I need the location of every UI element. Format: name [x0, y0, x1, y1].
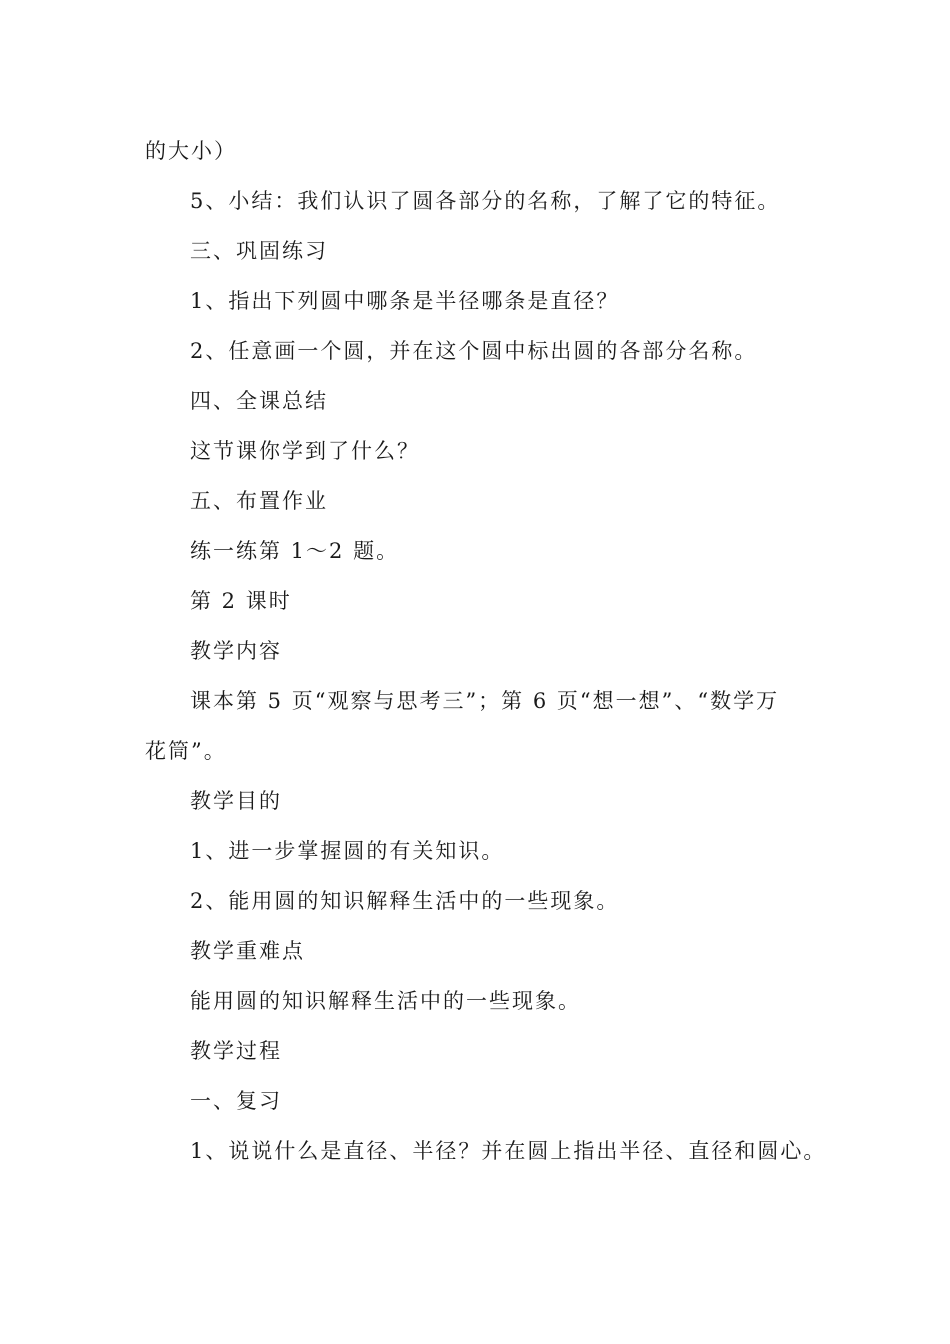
- text-line: 1、指出下列圆中哪条是半径哪条是直径？: [190, 289, 620, 313]
- text-line: 5、小结：我们认识了圆各部分的名称，了解了它的特征。: [190, 189, 781, 213]
- section-heading: 教学过程: [190, 1039, 282, 1063]
- text-line: 练一练第 1～2 题。: [190, 539, 400, 563]
- text-line: 的大小）: [145, 139, 237, 163]
- section-heading: 三、巩固练习: [190, 239, 328, 263]
- text-line: 2、任意画一个圆，并在这个圆中标出圆的各部分名称。: [190, 339, 758, 363]
- lesson-heading: 第 2 课时: [190, 589, 292, 613]
- section-heading: 五、布置作业: [190, 489, 328, 513]
- text-line: 花筒”。: [145, 739, 227, 763]
- text-line: 2、能用圆的知识解释生活中的一些现象。: [190, 889, 620, 913]
- text-line: 1、说说什么是直径、半径？并在圆上指出半径、直径和圆心。: [190, 1139, 827, 1163]
- section-heading: 教学内容: [190, 639, 282, 663]
- section-heading: 教学目的: [190, 789, 282, 813]
- text-line: 课本第 5 页“观察与思考三”；第 6 页“想一想”、“数学万: [190, 689, 780, 713]
- section-heading: 教学重难点: [190, 939, 305, 963]
- section-heading: 四、全课总结: [190, 389, 328, 413]
- text-line: 能用圆的知识解释生活中的一些现象。: [190, 989, 581, 1013]
- text-line: 这节课你学到了什么？: [190, 439, 420, 463]
- section-heading: 一、复习: [190, 1089, 282, 1113]
- text-line: 1、进一步掌握圆的有关知识。: [190, 839, 505, 863]
